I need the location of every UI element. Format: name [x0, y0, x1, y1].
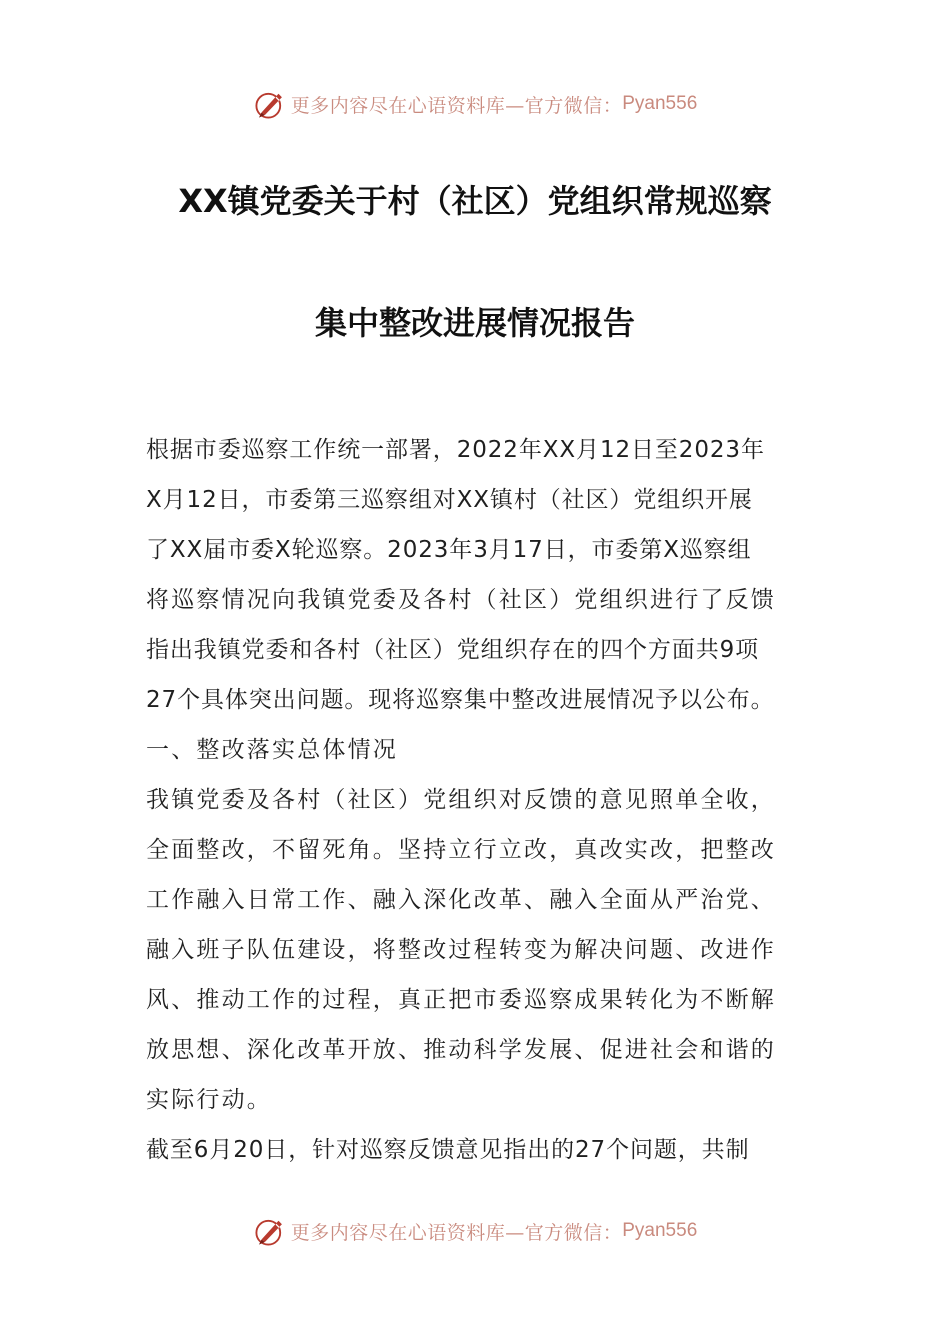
pen-nib-logo-icon	[253, 1214, 287, 1248]
body-line: 截至6月20日，针对巡察反馈意见指出的27个问题，共制	[146, 1137, 750, 1163]
watermark-text: 更多内容尽在心语资料库—官方微信：	[290, 94, 623, 117]
body-line: 指出我镇党委和各村（社区）党组织存在的四个方面共9项	[146, 637, 760, 663]
pen-nib-logo-icon	[253, 87, 287, 121]
body-line: 根据市委巡察工作统一部署，2022年XX月12日至2023年	[146, 437, 765, 463]
body-line: 风、推动工作的过程，真正把市委巡察成果转化为不断解	[146, 987, 776, 1013]
watermark-footer	[0, 1211, 950, 1251]
body-line: 放思想、深化改革开放、推动科学发展、促进社会和谐的	[146, 1037, 776, 1063]
watermark-text: 更多内容尽在心语资料库—官方微信：	[290, 1221, 623, 1244]
body-line: 工作融入日常工作、融入深化改革、融入全面从严治党、	[146, 887, 776, 913]
section-heading: 一、整改落实总体情况	[146, 737, 398, 763]
watermark-header	[0, 84, 950, 124]
body-line: X月12日，市委第三巡察组对XX镇村（社区）党组织开展	[146, 487, 753, 513]
body-line: 我镇党委及各村（社区）党组织对反馈的意见照单全收，	[146, 787, 776, 813]
body-line: 了XX届市委X轮巡察。2023年3月17日，市委第X巡察组	[146, 537, 752, 563]
body-line: 将巡察情况向我镇党委及各村（社区）党组织进行了反馈	[146, 587, 776, 613]
body-line: 27个具体突出问题。现将巡察集中整改进展情况予以公布。	[146, 687, 775, 713]
document-title-line-1: XX镇党委关于村（社区）党组织常规巡察	[178, 182, 772, 220]
body-line: 实际行动。	[146, 1087, 272, 1113]
document-body	[146, 425, 811, 1175]
document-title-line-2: 集中整改进展情况报告	[314, 304, 635, 342]
watermark-account: Pyan556	[622, 1220, 698, 1241]
watermark-account: Pyan556	[622, 93, 698, 114]
body-line: 融入班子队伍建设，将整改过程转变为解决问题、改进作	[146, 937, 776, 963]
body-line: 全面整改，不留死角。坚持立行立改，真改实改，把整改	[146, 837, 776, 863]
